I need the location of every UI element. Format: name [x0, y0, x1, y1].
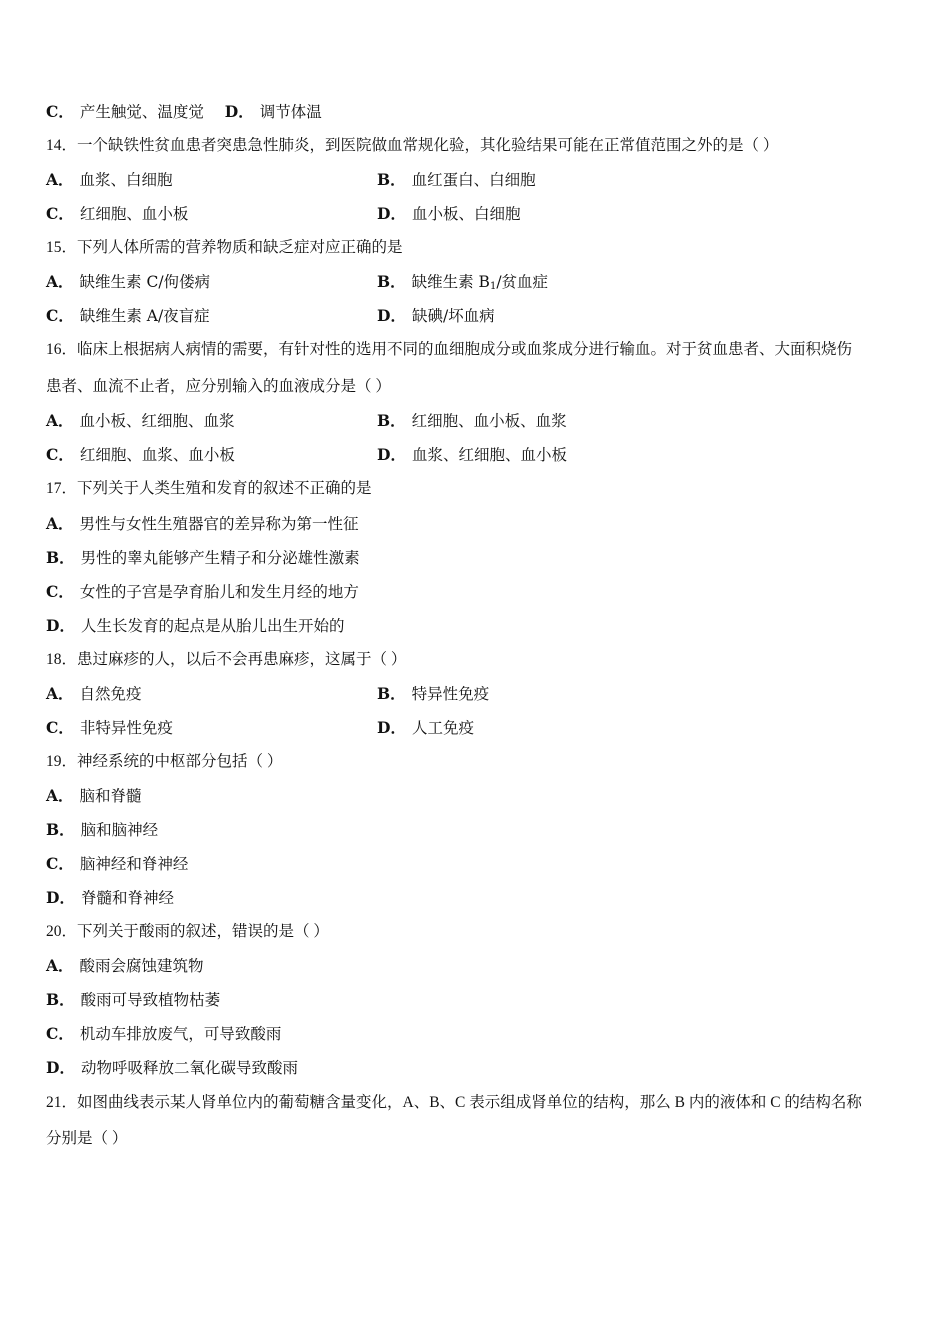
- option-label: A．: [46, 170, 74, 189]
- question-16-stem-line-1: 16．临床上根据病人病情的需要，有针对性的选用不同的血细胞成分或血浆成分进行输血。对于贫血患者、大面积烧伤: [46, 341, 853, 358]
- option-label: C．: [46, 854, 74, 873]
- question-14-option-a[interactable]: [46, 169, 173, 191]
- question-16-option-b[interactable]: [377, 410, 567, 432]
- option-label: D．: [377, 204, 406, 223]
- question-17-option-b[interactable]: [46, 547, 360, 569]
- option-label: D．: [377, 445, 406, 464]
- option-text: 脊髓和脊神经: [80, 889, 174, 907]
- question-16-option-a[interactable]: [46, 410, 235, 432]
- option-label: B．: [377, 272, 406, 291]
- option-text: 缺维生素 A/夜盲症: [79, 307, 210, 325]
- option-label: A．: [46, 411, 74, 430]
- option-label: B．: [377, 411, 406, 430]
- question-15-option-c[interactable]: [46, 305, 210, 327]
- option-text: 红细胞、血小板: [79, 205, 189, 223]
- option-text: 血小板、红细胞、血浆: [79, 412, 235, 430]
- option-text: 男性的睾丸能够产生精子和分泌雄性激素: [80, 549, 360, 567]
- question-21-stem-line-1: 21．如图曲线表示某人肾单位内的葡萄糖含量变化，A、B、C 表示组成肾单位的结构，那么 B 内的液体和 C 的结构名称: [46, 1094, 862, 1111]
- option-text: 脑和脊髓: [79, 787, 142, 805]
- option-label: D．: [46, 616, 75, 635]
- question-17-option-c[interactable]: [46, 581, 359, 603]
- question-16-option-c[interactable]: [46, 444, 235, 466]
- question-21-stem-line-2: 分别是（ ）: [46, 1130, 128, 1147]
- option-text: 酸雨会腐蚀建筑物: [79, 957, 204, 975]
- option-text: 人工免疫: [411, 719, 474, 737]
- question-17-option-a[interactable]: [46, 513, 359, 535]
- option-label: B．: [46, 820, 75, 839]
- question-19-option-d[interactable]: [46, 887, 174, 909]
- question-18-option-a[interactable]: [46, 683, 142, 705]
- question-14-option-d[interactable]: [377, 203, 520, 225]
- option-label: C．: [46, 204, 74, 223]
- question-19-option-b[interactable]: [46, 819, 158, 841]
- option-label: D．: [46, 888, 75, 907]
- option-label: C．: [46, 445, 74, 464]
- question-20-option-d[interactable]: [46, 1057, 298, 1079]
- question-17-stem: 17．下列关于人类生殖和发育的叙述不正确的是: [46, 480, 372, 497]
- question-20-stem: 20．下列关于酸雨的叙述，错误的是（ ）: [46, 923, 329, 940]
- option-label: D．: [46, 1058, 75, 1077]
- option-text: 红细胞、血浆、血小板: [79, 446, 235, 464]
- option-label: A．: [46, 786, 74, 805]
- option-text: 血浆、红细胞、血小板: [411, 446, 567, 464]
- option-text: 动物呼吸释放二氧化碳导致酸雨: [80, 1059, 298, 1077]
- question-15-stem: 15．下列人体所需的营养物质和缺乏症对应正确的是: [46, 239, 403, 256]
- option-label: C．: [46, 582, 74, 601]
- option-label: C．: [46, 718, 74, 737]
- question-14-option-c[interactable]: [46, 203, 188, 225]
- question-15-option-b[interactable]: [377, 271, 548, 293]
- option-text: 血红蛋白、白细胞: [411, 171, 536, 189]
- option-label: A．: [46, 684, 74, 703]
- option-label: C．: [46, 102, 74, 121]
- question-13-options-cd: [46, 101, 322, 123]
- option-label: C．: [46, 1024, 74, 1043]
- option-label: D．: [377, 718, 406, 737]
- option-label: A．: [46, 514, 74, 533]
- option-text: 血浆、白细胞: [79, 171, 173, 189]
- option-text: 特异性免疫: [411, 685, 490, 703]
- question-18-option-b[interactable]: [377, 683, 489, 705]
- option-text: 产生触觉、温度觉: [79, 103, 204, 121]
- question-18-option-d[interactable]: [377, 717, 474, 739]
- question-15-option-d[interactable]: [377, 305, 495, 327]
- question-19-stem: 19．神经系统的中枢部分包括（ ）: [46, 753, 283, 770]
- option-label: B．: [46, 990, 75, 1009]
- option-label: B．: [46, 548, 75, 567]
- option-text: 脑神经和脊神经: [79, 855, 189, 873]
- question-20-option-a[interactable]: [46, 955, 204, 977]
- option-label: A．: [46, 272, 74, 291]
- option-text: 女性的子宫是孕育胎儿和发生月经的地方: [79, 583, 359, 601]
- option-label: D．: [377, 306, 406, 325]
- question-20-option-b[interactable]: [46, 989, 220, 1011]
- option-label: D．: [224, 102, 254, 121]
- option-text: 调节体温: [259, 103, 322, 121]
- question-19-option-c[interactable]: [46, 853, 188, 875]
- subscript: 1: [489, 281, 497, 292]
- question-19-option-a[interactable]: [46, 785, 142, 807]
- option-text-post: /贫血症: [496, 273, 549, 291]
- option-text: 脑和脑神经: [80, 821, 159, 839]
- question-14-stem: 14．一个缺铁性贫血患者突患急性肺炎，到医院做血常规化验，其化验结果可能在正常值范围之外的是（ ）: [46, 137, 779, 154]
- option-text: 男性与女性生殖器官的差异称为第一性征: [79, 515, 359, 533]
- option-text: 酸雨可导致植物枯萎: [80, 991, 221, 1009]
- option-text: 非特异性免疫: [79, 719, 173, 737]
- option-label: B．: [377, 170, 406, 189]
- option-text: 缺维生素 C/佝偻病: [79, 273, 211, 291]
- option-text: 红细胞、血小板、血浆: [411, 412, 567, 430]
- question-20-option-c[interactable]: [46, 1023, 281, 1045]
- option-text: 机动车排放废气，可导致酸雨: [79, 1025, 282, 1043]
- option-text: 血小板、白细胞: [411, 205, 521, 223]
- option-label: C．: [46, 306, 74, 325]
- option-label: B．: [377, 684, 406, 703]
- question-16-option-d[interactable]: [377, 444, 567, 466]
- question-15-option-a[interactable]: [46, 271, 210, 293]
- option-text: 缺碘/坏血病: [411, 307, 495, 325]
- question-16-stem-line-2: 患者、血流不止者，应分别输入的血液成分是（ ）: [46, 378, 391, 395]
- question-14-option-b[interactable]: [377, 169, 536, 191]
- question-18-option-c[interactable]: [46, 717, 173, 739]
- question-17-option-d[interactable]: [46, 615, 344, 637]
- question-18-stem: 18．患过麻疹的人，以后不会再患麻疹，这属于（ ）: [46, 651, 407, 668]
- option-text: 自然免疫: [79, 685, 142, 703]
- option-text-pre: 缺维生素 B: [411, 273, 490, 291]
- option-text: 人生长发育的起点是从胎儿出生开始的: [80, 617, 345, 635]
- option-label: A．: [46, 956, 74, 975]
